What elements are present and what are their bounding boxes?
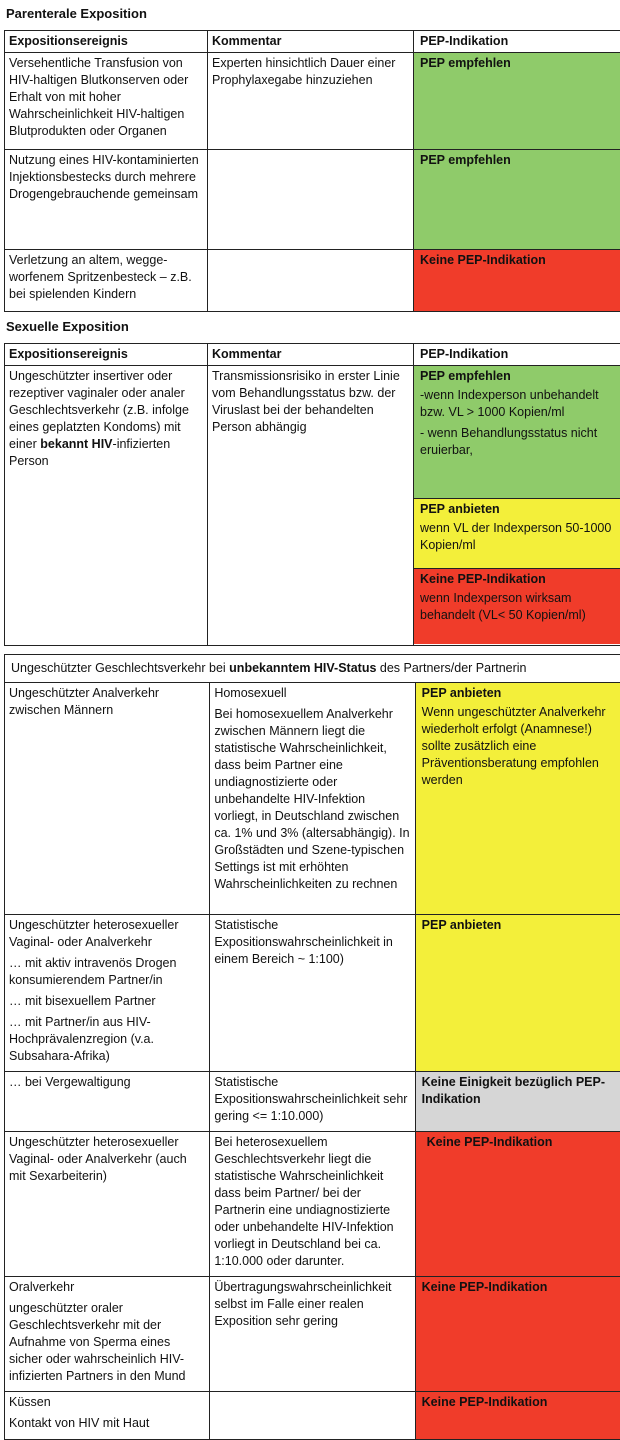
indication-cell — [414, 366, 620, 646]
header-event: Expositionsereignis — [5, 344, 208, 366]
comment-cell — [210, 1132, 415, 1277]
header-comment: Kommentar — [208, 31, 414, 53]
event-cell — [5, 683, 210, 915]
table-row — [5, 366, 620, 646]
event-line: ungeschützter oraler Geschlechtsverkehr mit der Aufnahme von Sperma eines sicher oder wahrscheinlich HIV-infizierten Partners in den Mund — [9, 1300, 205, 1385]
table-header-row — [5, 31, 620, 53]
subheader-text-bold: unbekanntem HIV-Status — [229, 661, 376, 675]
indication-cell — [415, 1072, 620, 1132]
indication-label: Keine PEP-Indikation — [416, 1277, 620, 1296]
comment-cell — [210, 1072, 415, 1132]
indication-note: Wenn ungeschützter Analverkehr wiederholt erfolgt (Anamnese!) sollte zusätzlich eine Präventionsberatung empfohlen werden — [416, 702, 620, 791]
indication-label: Keine PEP-Indikation — [414, 250, 620, 269]
indication-cell — [415, 915, 620, 1072]
indication-cell — [415, 1132, 620, 1277]
header-indication: PEP-Indikation — [414, 31, 620, 53]
event-text: -infizierten Person — [9, 437, 170, 468]
comment-line: Statistische Expositionswahrscheinlichkeit in einem Bereich ~ 1:100) — [214, 917, 410, 968]
indication-block-offer — [414, 498, 620, 568]
comment-cell — [210, 915, 415, 1072]
table-row — [5, 1392, 620, 1440]
event-text-bold: bekannt HIV — [40, 437, 112, 451]
indication-note: wenn Indexperson wirksam behandelt (VL< 50 Kopien/ml) — [414, 588, 620, 626]
table-parenteral — [4, 30, 620, 312]
subheader-unknown-status — [5, 655, 620, 683]
indication-cell — [414, 250, 620, 312]
subheader-text: des Partners/der Partnerin — [376, 661, 526, 675]
comment-cell — [208, 250, 414, 312]
table-header-row — [5, 344, 620, 366]
indication-label: Keine Einigkeit bezüglich PEP-Indikation — [416, 1072, 620, 1108]
indication-cell — [415, 1277, 620, 1392]
section-title-parenteral: Parenterale Exposition — [6, 6, 147, 21]
table-row — [5, 250, 620, 312]
table-row — [5, 53, 620, 150]
header-comment: Kommentar — [208, 344, 414, 366]
event-line: Oralverkehr — [9, 1279, 205, 1296]
table-row — [5, 1072, 620, 1132]
table-sexual — [4, 343, 620, 646]
event-line: … mit aktiv intravenös Drogen konsumierendem Partner/in — [9, 955, 205, 989]
indication-label: PEP anbieten — [414, 499, 620, 518]
table-subheader-row — [5, 655, 620, 683]
header-event: Expositionsereignis — [5, 31, 208, 53]
indication-label: Keine PEP-Indikation — [416, 1132, 620, 1151]
event-line: … mit bisexuellem Partner — [9, 993, 205, 1010]
section-title-sexual: Sexuelle Exposition — [6, 319, 129, 334]
event-line: Ungeschützter heterosexueller Vaginal- oder Analverkehr (auch mit Sexarbeiterin) — [9, 1134, 205, 1185]
event-cell — [5, 1392, 210, 1440]
subheader-text: Ungeschützter Geschlechtsverkehr bei — [11, 661, 229, 675]
indication-block-recommend — [414, 366, 620, 498]
event-cell — [5, 1132, 210, 1277]
indication-label: PEP anbieten — [416, 683, 620, 702]
indication-label: PEP empfehlen — [414, 150, 620, 169]
event-cell — [5, 915, 210, 1072]
comment-line: Bei heterosexuellem Geschlechtsverkehr liegt die statistische Wahrscheinlichkeit dass beim Partner/ bei der Partnerin eine undiagnostizierte oder unbehandelte HIV-Infektion vorliegt in Deutschland bei ca. 1:10.000 oder darunter. — [214, 1134, 410, 1270]
indication-cell — [414, 150, 620, 250]
indication-label: PEP anbieten — [416, 915, 620, 934]
event-line: Ungeschützter Analverkehr zwischen Männern — [9, 685, 205, 719]
indication-label: Keine PEP-Indikation — [414, 569, 620, 588]
indication-cell — [414, 53, 620, 150]
comment-cell: Experten hinsichtlich Dauer einer Prophylaxegabe hinzuziehen — [208, 53, 414, 150]
event-line: Ungeschützter heterosexueller Vaginal- oder Analverkehr — [9, 917, 205, 951]
comment-line: Bei homosexuellem Analverkehr zwischen Männern liegt die statistische Wahrscheinlichkeit, dass beim Partner eine undiagnostizierte oder unbehandelte HIV-Infektion vorliegt, in Deutschland zwischen ca. 1% und 3% (altersabhängig). In Großstädten und Szene-typischen Settings ist mit erhöhten Wahrscheinlichkeiten zu rechnen — [214, 706, 410, 893]
indication-note: wenn VL der Indexperson 50-1000 Kopien/ml — [414, 518, 620, 556]
table-row — [5, 150, 620, 250]
table-row — [5, 1277, 620, 1392]
indication-cell — [415, 1392, 620, 1440]
indication-note-line: - wenn Behandlungsstatus nicht eruierbar, — [420, 425, 614, 459]
comment-cell — [210, 683, 415, 915]
table-row — [5, 1132, 620, 1277]
event-cell: Verletzung an altem, wegge-worfenem Spritzenbesteck – z.B. bei spielenden Kindern — [5, 250, 208, 312]
comment-line: Übertragungswahrscheinlichkeit selbst im Falle einer realen Exposition sehr gering — [214, 1279, 410, 1330]
comment-cell: Transmissionsrisiko in erster Linie vom Behandlungsstatus bzw. der Viruslast bei der behandelten Person abhängig — [208, 366, 414, 646]
event-cell — [5, 366, 208, 646]
indication-block-none — [414, 568, 620, 644]
event-text: Ungeschützter insertiver oder rezeptiver vaginaler oder analer Geschlechtsverkehr (z.B. infolge eines geplatzten Kondoms) mit einer — [9, 369, 189, 451]
event-line: … bei Vergewaltigung — [9, 1074, 205, 1091]
header-indication: PEP-Indikation — [414, 344, 620, 366]
comment-line: Homosexuell — [214, 685, 410, 702]
event-cell — [5, 1072, 210, 1132]
table-row — [5, 915, 620, 1072]
event-cell: Versehentliche Transfusion von HIV-haltigen Blutkonserven oder Erhalt von mit hoher Wahrscheinlichkeit HIV-haltigen Blutprodukten oder Organen — [5, 53, 208, 150]
indication-label: Keine PEP-Indikation — [416, 1392, 620, 1411]
comment-cell — [210, 1277, 415, 1392]
event-cell: Nutzung eines HIV-kontaminierten Injektionsbestecks durch mehrere Drogengebrauchende gemeinsam — [5, 150, 208, 250]
indication-note — [414, 385, 620, 465]
indication-label: PEP empfehlen — [414, 53, 620, 72]
event-line: Kontakt von HIV mit Haut — [9, 1415, 205, 1432]
comment-cell — [210, 1392, 415, 1440]
table-unknown-status — [4, 654, 620, 1440]
comment-line: Statistische Expositionswahrscheinlichkeit sehr gering <= 1:10.000) — [214, 1074, 410, 1125]
indication-label: PEP empfehlen — [414, 366, 620, 385]
indication-note-line: -wenn Indexperson unbehandelt bzw. VL > 1000 Kopien/ml — [420, 387, 614, 421]
event-line: Küssen — [9, 1394, 205, 1411]
event-cell — [5, 1277, 210, 1392]
table-row — [5, 683, 620, 915]
comment-cell — [208, 150, 414, 250]
event-line: … mit Partner/in aus HIV-Hochprävalenzregion (v.a. Subsahara-Afrika) — [9, 1014, 205, 1065]
indication-cell — [415, 683, 620, 915]
